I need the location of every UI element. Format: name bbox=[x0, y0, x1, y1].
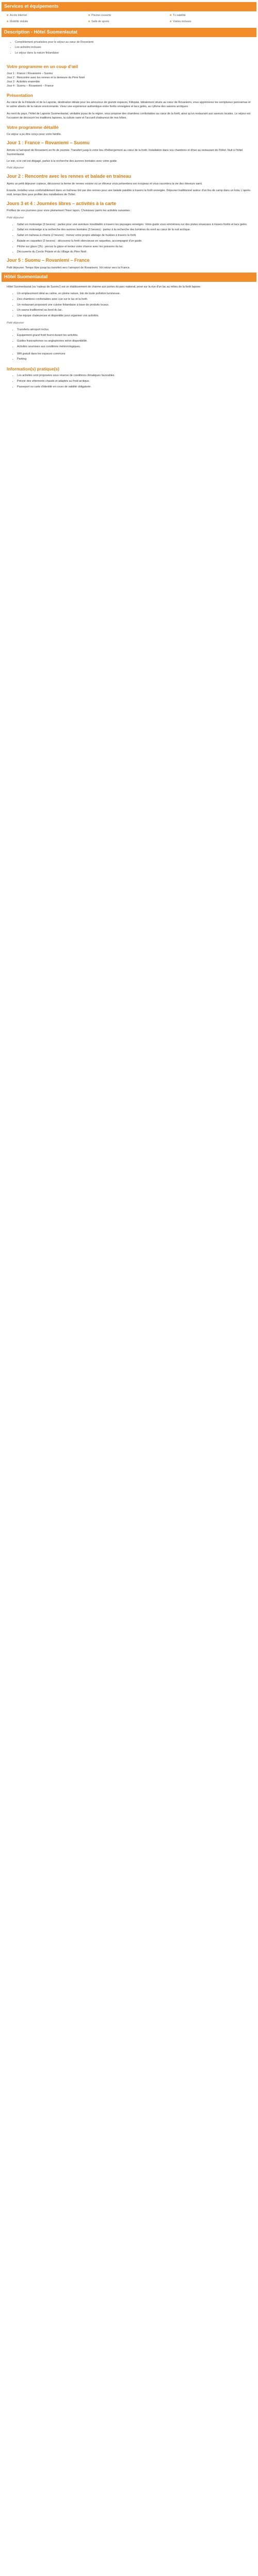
detailed-program-title: Votre programme détaillé bbox=[7, 124, 59, 130]
service-item bbox=[88, 14, 170, 18]
activity-item: • Découverte du Cercle Polaire et du Village du Père Noël. bbox=[17, 250, 256, 254]
hotel-item: • Un sauna traditionnel au bord du lac. bbox=[17, 308, 256, 312]
bed-icon: ■ bbox=[170, 13, 172, 17]
extra-list bbox=[10, 352, 256, 362]
bed-icon: ■ bbox=[88, 20, 90, 23]
service-item bbox=[7, 20, 88, 24]
service-label: Tv satellite bbox=[173, 13, 186, 17]
day4-title: Jour 5 : Suomu – Rovaniemi – France bbox=[7, 258, 90, 263]
presentation-text bbox=[2, 100, 256, 120]
day1-meal: Petit déjeuner bbox=[7, 166, 24, 170]
service-item bbox=[7, 14, 88, 18]
bed-icon: ■ bbox=[88, 13, 90, 17]
bed-icon: ■ bbox=[7, 20, 9, 23]
service-label: Salle de sports bbox=[91, 20, 109, 23]
day3-intro: Profitez de vos journées pour vivre pleinement l'hiver lapon. Choisissez parmi les activités suivantes : bbox=[7, 209, 132, 213]
program-line: Jour 3 : Activités ensemble bbox=[7, 80, 40, 83]
presentation-paragraph: Au cœur de la Finlande et de la Laponie, destination idéale pour les amoureux de grands espaces, Kiilopää. Idéalement située au cœur de Rovaniemi, vous apprécierez les somptueux panoramas et le calme absolu de la nature environnante. Vivez une expérience authentique entre forêts enneigées et lacs gelés, au rythme des saisons arctiques. bbox=[7, 101, 251, 109]
practical-item: • Prévoir des vêtements chauds et adaptés au froid arctique. bbox=[17, 379, 256, 383]
day2-text bbox=[2, 182, 256, 197]
program-lines bbox=[2, 72, 256, 89]
hotel-bar: Hôtel Suomenlautat bbox=[2, 273, 256, 282]
bed-icon: ■ bbox=[170, 20, 172, 23]
detailed-intro: Ce séjour a pu être conçu pour votre famille. bbox=[7, 132, 62, 136]
practical-item: • Passeport ou carte d'identité en cours de validité obligatoire. bbox=[17, 385, 256, 389]
hotel-list bbox=[10, 292, 256, 318]
hotel-item: • Une équipe chaleureuse et disponible pour organiser vos activités. bbox=[17, 314, 256, 318]
practical-item: • Les activités sont proposées sous réserve de conditions climatiques favorables. bbox=[17, 374, 256, 378]
day2-paragraph: Ensuite, installez-vous confortablement dans un traîneau tiré par des rennes pour une balade paisible à travers la forêt enneigée. Déjeuner traditionnel autour d'un feu de camp dans un kota. L'après-midi, temps libre pour profiter des installations de l'hôtel. bbox=[7, 189, 251, 197]
intro-item: • Les activités incluses bbox=[15, 45, 251, 49]
day1-paragraph: Le soir, si le ciel est dégagé, partez à la recherche des aurores boréales avec votre guide. bbox=[7, 159, 118, 163]
day2-paragraph: Après un petit déjeuner copieux, découvrez la ferme de rennes voisine où un éleveur vous présentera son troupeau et vous racontera la vie des éleveurs sami. bbox=[7, 182, 203, 186]
activity-item: • Balade en raquettes (2 heures) : découvrez la forêt silencieuse en raquettes, accompagné d'un guide. bbox=[17, 239, 256, 243]
intro-list bbox=[10, 38, 256, 59]
intro-item: • Le séjour dans la nature finlandaise bbox=[15, 51, 251, 55]
day3-title: Jours 3 et 4 : Journées libres – activités à la carte bbox=[7, 200, 117, 206]
description-bar: Description - Hôtel Suomenlautat bbox=[2, 28, 256, 37]
service-label: Accès internet bbox=[10, 13, 27, 17]
practical-list bbox=[10, 374, 256, 389]
hotel-item: • Un restaurant proposant une cuisine finlandaise à base de produits locaux. bbox=[17, 303, 256, 307]
day1-text bbox=[2, 148, 256, 164]
service-item bbox=[170, 14, 251, 18]
included-item: • Guides francophones ou anglophones selon disponibilité. bbox=[17, 339, 256, 343]
intro-item: • Complètement privatisées pour le séjour au cœur de Rovaniemi bbox=[15, 40, 251, 44]
activity-item: • Safari en motoneige (3 heures) : partez pour une aventure inoubliable à travers les paysages enneigés. Votre guide vous emmènera sur des pistes sinueuses à travers forêts et lacs gelés. bbox=[17, 223, 256, 227]
day3-meal: Petit déjeuner bbox=[7, 216, 24, 219]
service-label: Mobilité réduite bbox=[10, 20, 28, 23]
practical-title: Information(s) pratique(s) bbox=[7, 366, 59, 371]
presentation-title: Présentation bbox=[7, 93, 33, 98]
presentation-paragraph: Au nord du pays, l'hôtel de Laponie Suomenlautat, véritable joyau de la région, vous propose des chambres confortables au cœur de la forêt, ainsi qu'un restaurant aux saveurs locales. Le séjour est l'occasion de découvrir les traditions lapones, la culture sami et l'accueil chaleureux de nos hôtes. bbox=[7, 112, 251, 120]
activities-list bbox=[10, 223, 256, 255]
extra-item: • Parking bbox=[17, 357, 256, 361]
day4-paragraph: Petit déjeuner. Temps libre jusqu'au transfert vers l'aéroport de Rovaniemi. Vol retour vers la France. bbox=[7, 266, 131, 270]
activity-item: • Safari en traîneau à chiens (2 heures) : menez votre propre attelage de huskies à travers la forêt. bbox=[17, 233, 256, 238]
services-grid bbox=[2, 11, 256, 28]
service-label: Visites incluses bbox=[173, 20, 191, 23]
bed-icon: ■ bbox=[7, 13, 9, 17]
hotel-item: • Un emplacement idéal au calme, en pleine nature, loin de toute pollution lumineuse. bbox=[17, 292, 256, 296]
program-line: Jour 1 : France / Rovaniemi – Suomu bbox=[7, 72, 53, 75]
extra-item: • Wifi gratuit dans les espaces communs bbox=[17, 352, 256, 356]
included-item: • Transferts aéroport inclus. bbox=[17, 328, 256, 332]
hotel-intro: Hôtel Suomenlautat (ou 'radeau de Suomu') est un établissement de charme aux portes du parc national, posé sur la rive d'un lac au milieu de la forêt lapone. bbox=[7, 285, 201, 289]
program-title: Votre programme en un coup d'œil bbox=[7, 63, 78, 69]
program-line: Jour 4 : Suomu – Rovaniemi – France bbox=[7, 84, 54, 88]
day1-paragraph: Arrivée à l'aéroport de Rovaniemi en fin de journée. Transfert jusqu'à votre lieu d'hébergement au cœur de la forêt. Installation dans vos chambres et dîner au restaurant de l'hôtel. Nuit à l'hôtel Suomenlautat. bbox=[7, 148, 243, 156]
service-item bbox=[170, 20, 251, 24]
day4-text bbox=[2, 266, 256, 270]
program-line: Jour 2 : Rencontre avec les rennes et la demeure du Père Noël bbox=[7, 76, 85, 79]
hotel-meal: Petit déjeuner bbox=[7, 321, 24, 325]
activity-item: • Pêche sur glace (2h) : percez la glace et tentez votre chance avec les poissons du lac. bbox=[17, 245, 256, 249]
included-item: • Activités soumises aux conditions météorologiques. bbox=[17, 345, 256, 349]
day2-title: Jour 2 : Rencontre avec les rennes et balade en traîneau bbox=[7, 174, 132, 179]
included-item: • Équipement grand froid fourni durant les activités. bbox=[17, 333, 256, 337]
service-label: Piscine couverte bbox=[91, 13, 111, 17]
hotel-item: • Des chambres confortables avec vue sur le lac et la forêt. bbox=[17, 297, 256, 301]
day1-title: Jour 1 : France – Rovaniemi – Suomu bbox=[7, 140, 90, 145]
services-bar: Services et équipements bbox=[2, 2, 256, 11]
activity-item: • Safari en motoneige à la recherche des aurores boréales (3 heures) : partez à la recherche des lumières du nord au cœur de la nuit arctique. bbox=[17, 228, 256, 232]
service-item bbox=[88, 20, 170, 24]
included-list bbox=[10, 328, 256, 348]
